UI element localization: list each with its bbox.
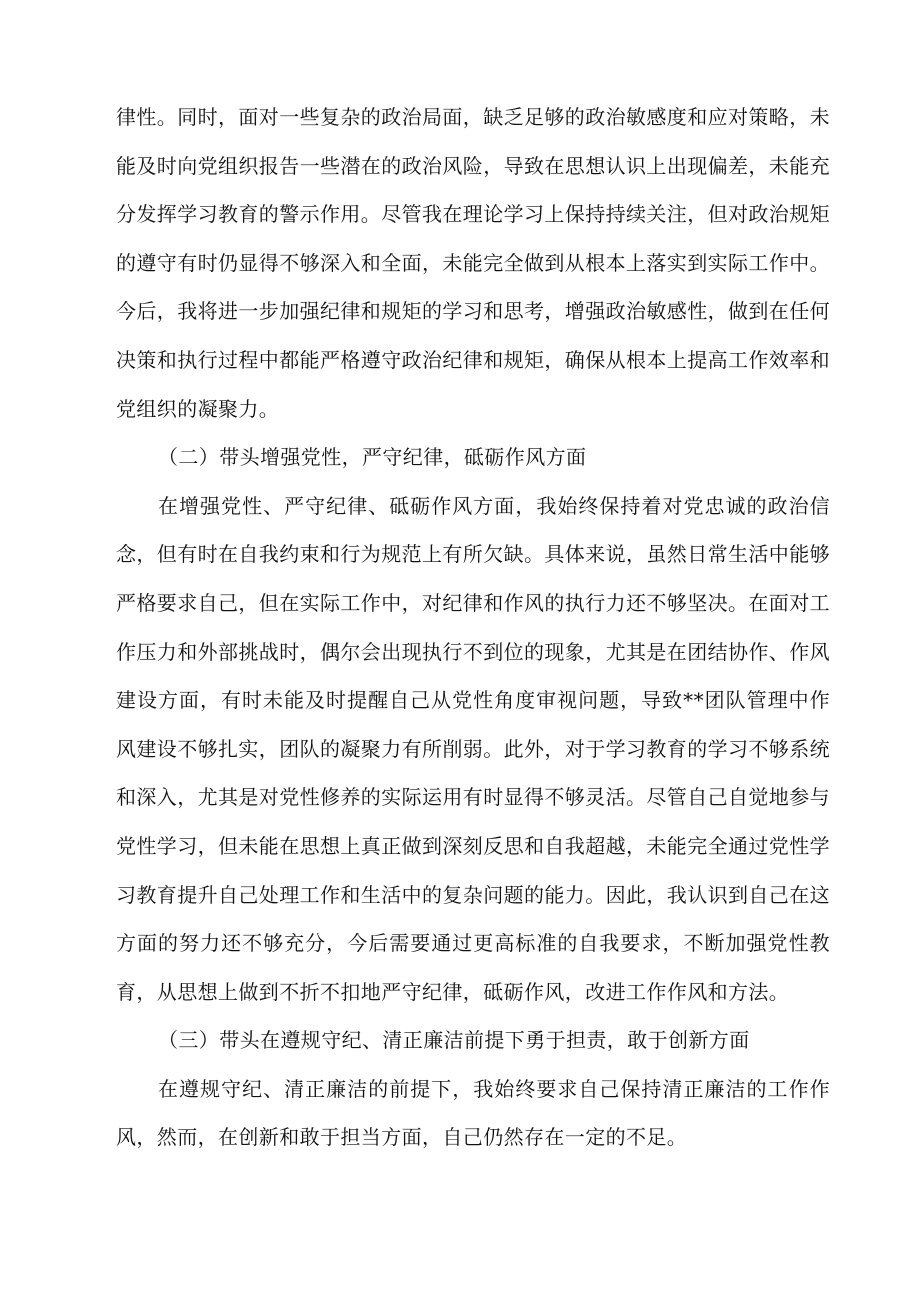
section-heading-2: （二）带头增强党性，严守纪律，砥砺作风方面 xyxy=(158,445,587,470)
body-paragraph-section-3: 在遵规守纪、清正廉洁的前提下，我始终要求自己保持清正廉洁的工作作风，然而，在创新和敢于担当方面，自己仍然存在一定的不足。 xyxy=(116,1076,830,1150)
document-body xyxy=(116,93,830,1162)
section-heading-3: （三）带头在遵规守纪、清正廉洁前提下勇于担责，敢于创新方面 xyxy=(158,1028,750,1053)
body-paragraph-section-2: 在增强党性、严守纪律、砥砺作风方面，我始终保持着对党忠诚的政治信念，但有时在自我约束和行为规范上有所欠缺。具体来说，虽然日常生活中能够严格要求自己，但在实际工作中，对纪律和作风的执行力还不够坚决。在面对工作压力和外部挑战时，偶尔会出现执行不到位的现象，尤其是在团结协作、作风建设方面，有时未能及时提醒自己从党性角度审视问题，导致**团队管理中作风建设不够扎实，团队的凝聚力有所削弱。此外，对于学习教育的学习不够系统和深入，尤其是对党性修养的实际运用有时显得不够灵活。尽管自己自觉地参与党性学习，但未能在思想上真正做到深刻反思和自我超越，未能完全通过党性学习教育提升自己处理工作和生活中的复杂问题的能力。因此，我认识到自己在这方面的努力还不够充分，今后需要通过更高标准的自我要求，不断加强党性教育，从思想上做到不折不扣地严守纪律，砥砺作风，改进工作作风和方法。 xyxy=(116,493,830,1004)
body-paragraph-continuation: 律性。同时，面对一些复杂的政治局面，缺乏足够的政治敏感度和应对策略，未能及时向党组织报告一些潜在的政治风险，导致在思想认识上出现偏差，未能充分发挥学习教育的警示作用。尽管我在理论学习上保持持续关注，但对政治规矩的遵守有时仍显得不够深入和全面，未能完全做到从根本上落实到实际工作中。今后，我将进一步加强纪律和规矩的学习和思考，增强政治敏感性，做到在任何决策和执行过程中都能严格遵守政治纪律和规矩，确保从根本上提高工作效率和党组织的凝聚力。 xyxy=(116,105,830,421)
